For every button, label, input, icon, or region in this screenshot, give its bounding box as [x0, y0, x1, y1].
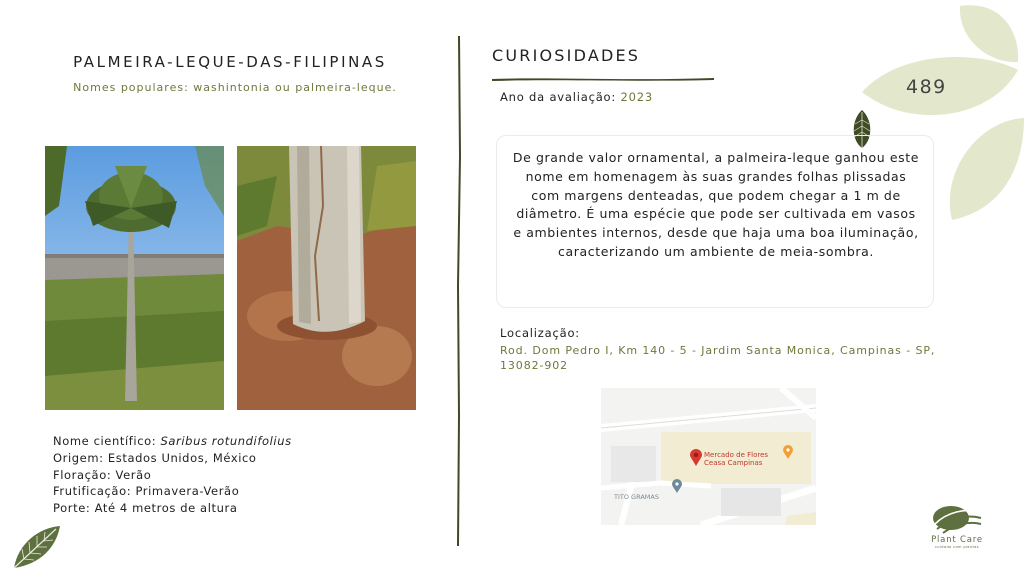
origin-row: Origem: Estados Unidos, México — [53, 450, 257, 465]
record-number: 489 — [906, 76, 947, 98]
year-label: Ano da avaliação: — [500, 90, 621, 104]
map-place-line1: Mercado de Flores — [704, 451, 769, 459]
year-value: 2023 — [620, 90, 653, 104]
popular-names: Nomes populares: washintonia ou palmeira-leque. — [73, 81, 397, 94]
location-label: Localização: — [500, 326, 580, 340]
location-address: Rod. Dom Pedro I, Km 140 - 5 - Jardim Santa Monica, Campinas - SP, 13082-902 — [500, 344, 936, 372]
curiosity-description: De grande valor ornamental, a palmeira-leque ganhou este nome em homenagem às suas grandes folhas plissadas com margens denteadas, que podem chegar a 1 m de diâmetro. É uma espécie que pode ser cultivada em vasos e ambientes internos, desde que haja uma boa iluminação, caracterizando um ambiente de meia-sombra. — [512, 150, 920, 259]
plant-care-logo-icon — [931, 504, 983, 538]
map-secondary-label[interactable]: TITO GRAMAS — [614, 493, 659, 501]
palm-trunk-photo — [237, 146, 416, 410]
scientific-name-label: Nome científico: — [53, 434, 161, 448]
section-title: CURIOSIDADES — [492, 46, 641, 65]
location-map[interactable] — [601, 388, 816, 525]
evaluation-year — [500, 90, 653, 104]
leaf-decoration-icon — [10, 524, 62, 574]
plant-facts — [53, 433, 292, 517]
map-gray-pin-icon[interactable] — [672, 478, 682, 497]
vertical-divider — [452, 36, 466, 546]
plant-title: PALMEIRA-LEQUE-DAS-FILIPINAS — [73, 53, 387, 71]
map-place-label[interactable] — [704, 451, 768, 467]
scientific-name-value: Saribus rotundifolius — [160, 434, 292, 448]
size-row: Porte: Até 4 metros de altura — [53, 501, 238, 516]
fruiting-row: Frutificação: Primavera-Verão — [53, 484, 240, 499]
section-underline — [492, 68, 714, 76]
palm-tree-photo — [45, 146, 224, 410]
brand-name: Plant Care — [931, 535, 983, 545]
map-food-pin-icon[interactable] — [783, 444, 793, 463]
map-pin-icon[interactable] — [690, 449, 702, 470]
flowering-row: Floração: Verão — [53, 467, 152, 482]
scientific-name-row — [53, 433, 292, 450]
brand-tagline: cuidado com plantas — [934, 545, 980, 549]
map-place-line2: Ceasa Campinas — [704, 459, 763, 467]
